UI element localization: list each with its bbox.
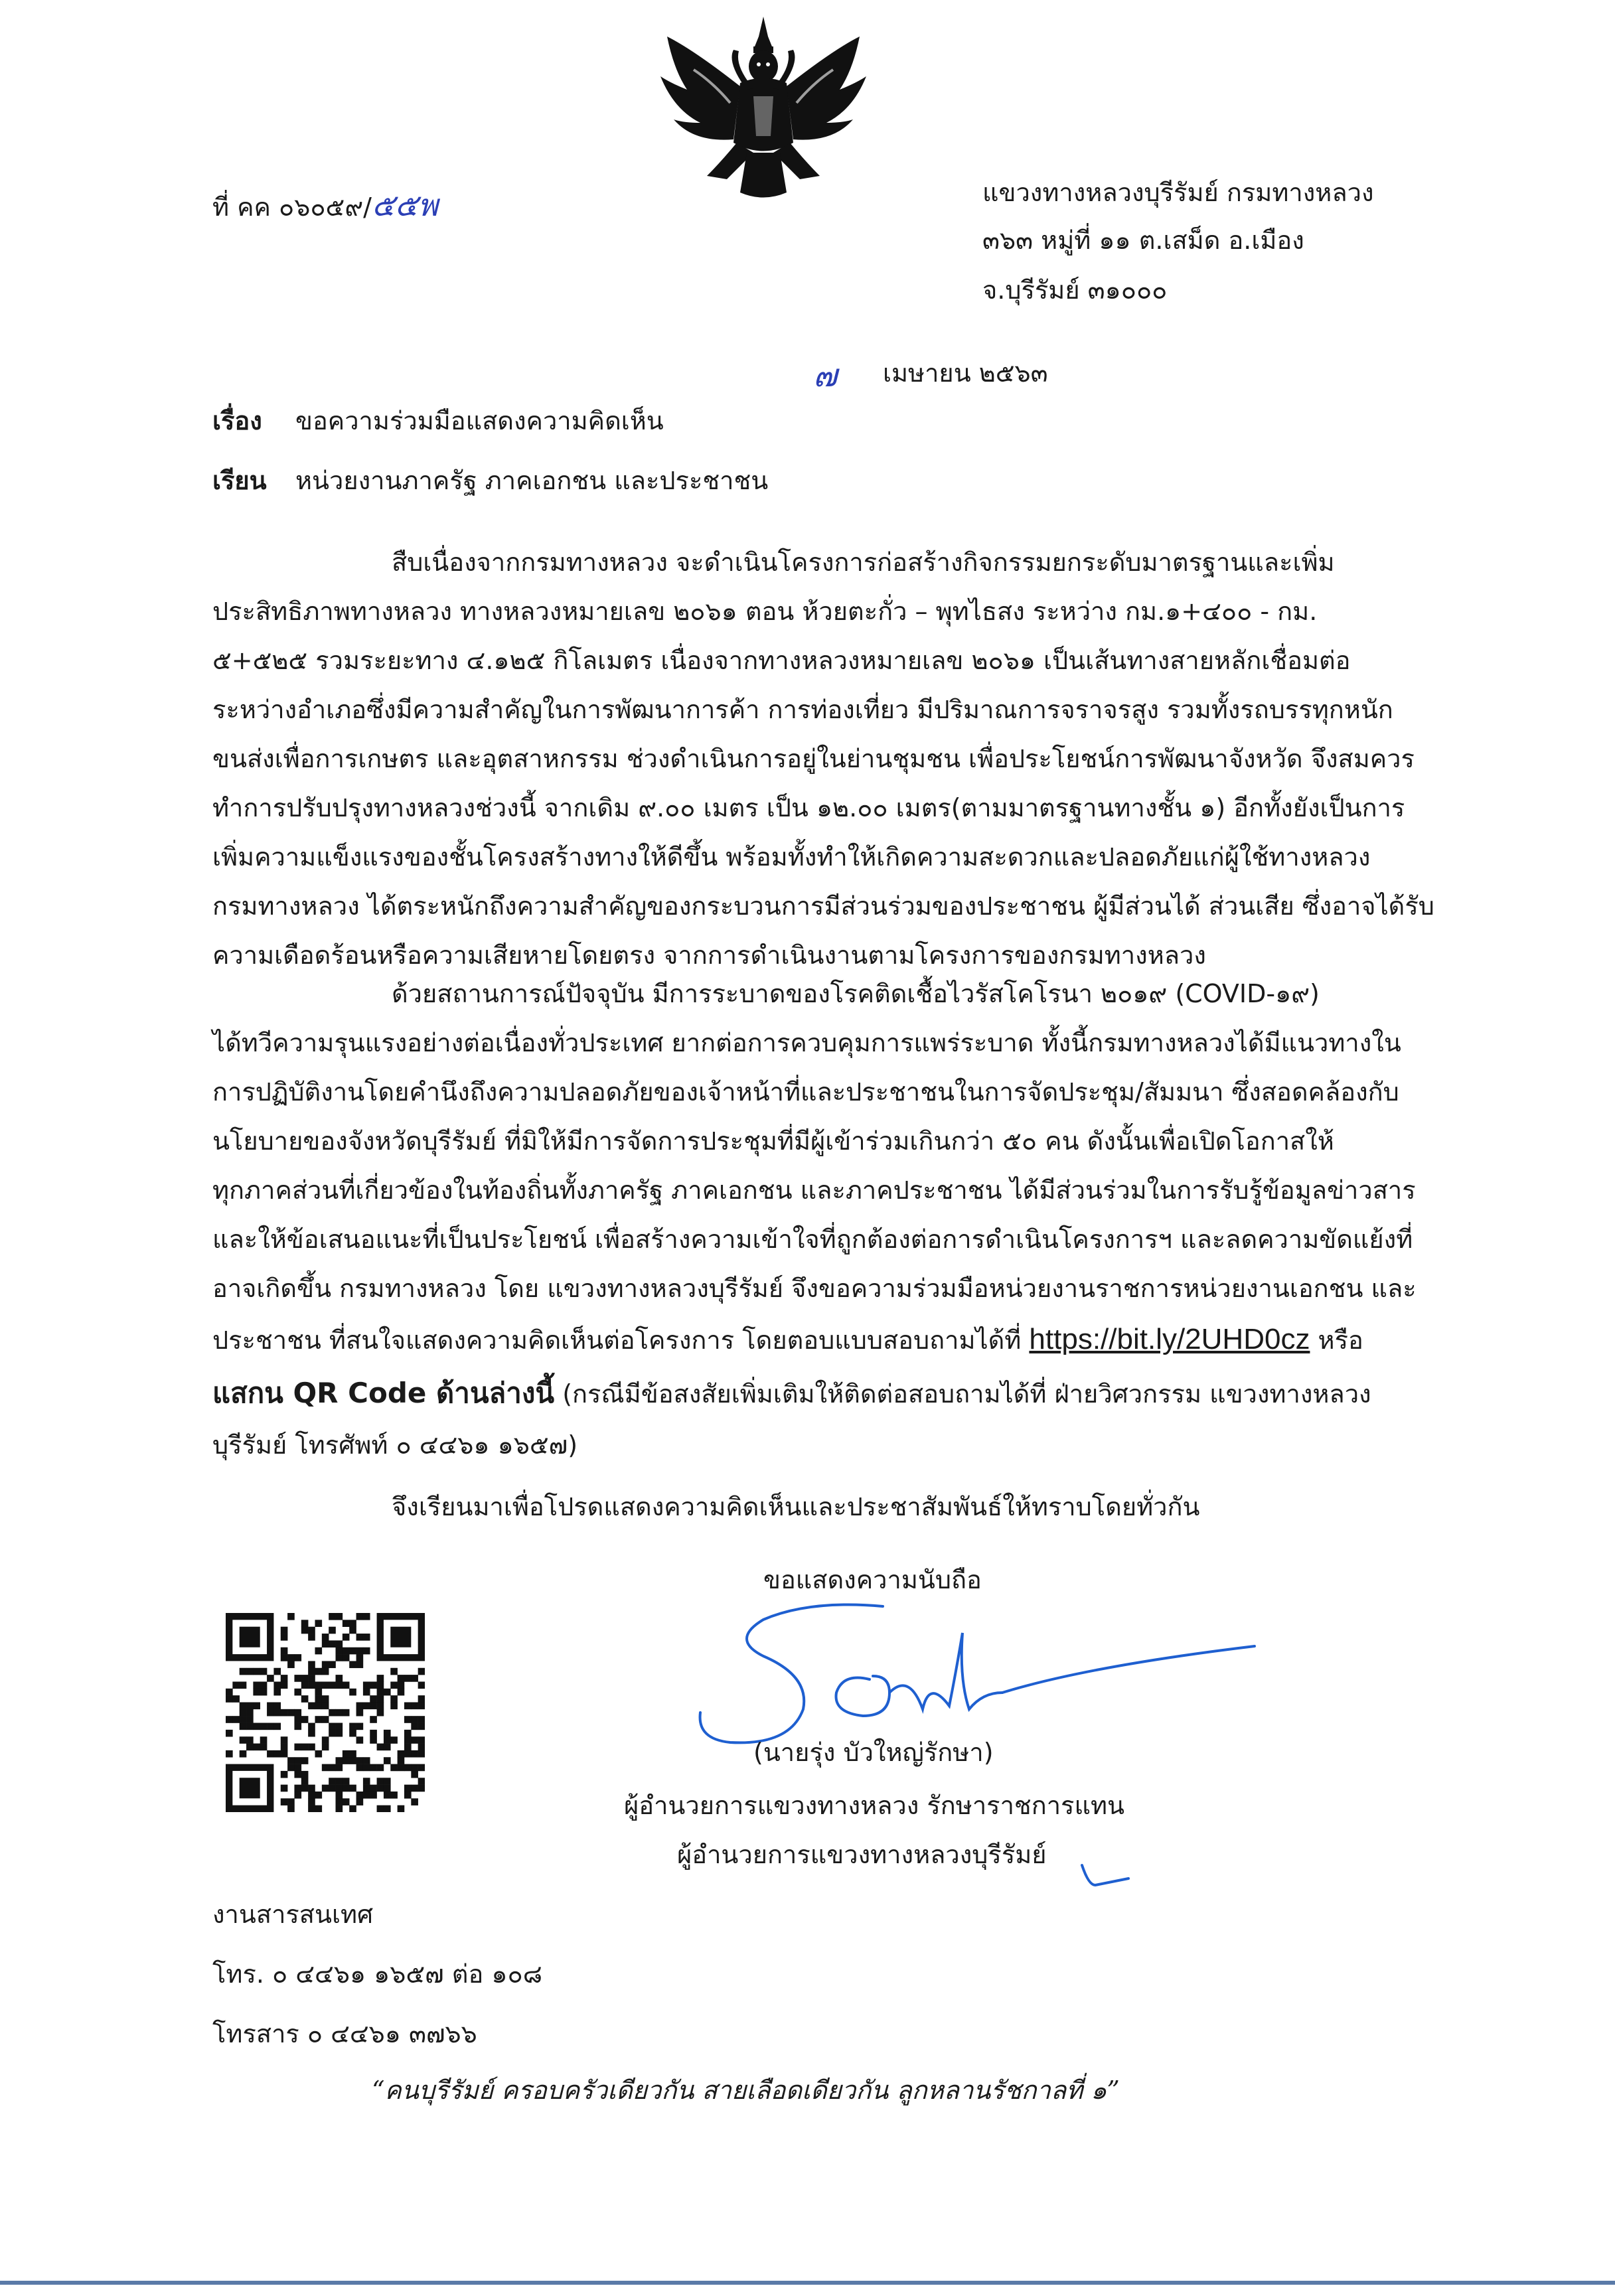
phone-number: โทร. ๐ ๔๔๖๑ ๑๖๕๗ ต่อ ๑๐๘ <box>212 1959 543 1989</box>
recipient-text: หน่วยงานภาครัฐ ภาคเอกชน และประชาชน <box>295 466 769 495</box>
sender-address-line-3: จ.บุรีรัมย์ ๓๑๐๐๐ <box>982 275 1168 305</box>
salutation: ขอแสดงความนับถือ <box>763 1565 982 1594</box>
paragraph-2-line: ได้ทวีความรุนแรงอย่างต่อเนื่องทั่วประเทศ ยากต่อการควบคุมการแพร่ระบาด ทั้งนี้กรมทางหลวงได้มีแนวทางใน <box>212 1028 1401 1057</box>
qr-code[interactable] <box>226 1613 425 1812</box>
signer-title-2: ผู้อำนวยการแขวงทางหลวงบุรีรัมย์ <box>677 1840 1047 1869</box>
signer-title-1: ผู้อำนวยการแขวงทางหลวง รักษาราชการแทน <box>624 1791 1124 1820</box>
reference-number <box>212 187 438 224</box>
paragraph-1-line: ๕+๕๒๕ รวมระยะทาง ๔.๑๒๕ กิโลเมตร เนื่องจากทางหลวงหมายเลข ๒๐๖๑ เป็นเส้นทางสายหลักเชื่อมต่อ <box>212 646 1351 675</box>
body-paragraph-2 <box>212 969 1447 1470</box>
initial-mark <box>1075 1859 1135 1892</box>
footer-motto: “คนบุรีรัมย์ ครอบครัวเดียวกัน สายเลือดเดียวกัน ลูกหลานรัชกาลที่ ๑” <box>372 2076 1120 2105</box>
paragraph-1-line: กรมทางหลวง ได้ตระหนักถึงความสำคัญของกระบวนการมีส่วนร่วมของประชาชน ผู้มีส่วนได้ ส่วนเสีย ซึ่งอาจได้รับ <box>212 891 1434 921</box>
paragraph-2-line: นโยบายของจังหวัดบุรีรัมย์ ที่มิให้มีการจัดการประชุมที่มีผู้เข้าร่วมเกินกว่า ๕๐ คน ดังนั้นเพื่อเปิดโอกาสให้ <box>212 1126 1334 1156</box>
fax-number: โทรสาร ๐ ๔๔๖๑ ๓๗๖๖ <box>212 2019 477 2048</box>
contact-note: (กรณีมีข้อสงสัยเพิ่มเติมให้ติดต่อสอบถามได้ที่ ฝ่ายวิศวกรรม แขวงทางหลวง <box>554 1379 1371 1409</box>
reference-prefix: ที่ คค ๐๖๐๕๙/ <box>212 192 372 222</box>
garuda-emblem <box>654 10 873 209</box>
paragraph-2-line: และให้ข้อเสนอแนะที่เป็นประโยชน์ เพื่อสร้างความเข้าใจที่ถูกต้องต่อการดำเนินโครงการฯ และลดความขัดแย้งที่ <box>212 1225 1413 1254</box>
sender-address-line-1: แขวงทางหลวงบุรีรัมย์ กรมทางหลวง <box>982 178 1374 207</box>
paragraph-1-line: ขนส่งเพื่อการเกษตร และอุตสาหกรรม ช่วงดำเนินการอยู่ในย่านชุมชน เพื่อประโยชน์การพัฒนาจังหวัด จึงสมควร <box>212 744 1415 773</box>
closing-line: จึงเรียนมาเพื่อโปรดแสดงความคิดเห็นและประชาสัมพันธ์ให้ทราบโดยทั่วกัน <box>392 1492 1200 1521</box>
survey-link-suffix: หรือ <box>1310 1326 1363 1355</box>
subject-label: เรื่อง <box>212 406 262 435</box>
paragraph-2-line: ด้วยสถานการณ์ปัจจุบัน มีการระบาดของโรคติดเชื้อไวรัสโคโรนา ๒๐๑๙ (COVID-๑๙) <box>392 979 1320 1008</box>
paragraph-2-line: บุรีรัมย์ โทรศัพท์ ๐ ๔๔๖๑ ๑๖๕๗) <box>212 1430 578 1460</box>
scan-qr-instruction: แสกน QR Code ด้านล่างนี้ <box>212 1377 555 1409</box>
body-paragraph-1 <box>212 538 1447 980</box>
paragraph-2-line-qr <box>212 1367 1447 1420</box>
paragraph-2-line: ทุกภาคส่วนที่เกี่ยวข้องในท้องถิ่นทั้งภาครัฐ ภาคเอกชน และภาคประชาชน ได้มีส่วนร่วมในการรับรู้ข้อมูลข่าวสาร <box>212 1176 1416 1205</box>
paragraph-1-line: ความเดือดร้อนหรือความเสียหายโดยตรง จากการดำเนินงานตามโครงการของกรมทางหลวง <box>212 941 1206 970</box>
department-name: งานสารสนเทศ <box>212 1900 374 1929</box>
survey-intro-text: ประชาชน ที่สนใจแสดงความคิดเห็นต่อโครงการ โดยตอบแบบสอบถามได้ที่ <box>212 1326 1030 1355</box>
recipient-label: เรียน <box>212 466 267 495</box>
subject-text: ขอความร่วมมือแสดงความคิดเห็น <box>295 406 664 435</box>
page-bottom-border <box>0 2281 1615 2285</box>
paragraph-2-line: การปฏิบัติงานโดยคำนึงถึงความปลอดภัยของเจ้าหน้าที่และประชาชนในการจัดประชุม/สัมมนา ซึ่งสอดคล้องกับ <box>212 1077 1399 1107</box>
paragraph-1-line: ทำการปรับปรุงทางหลวงช่วงนี้ จากเดิม ๙.๐๐ เมตร เป็น ๑๒.๐๐ เมตร(ตามมาตรฐานทางชั้น ๑) อีกทั้งยังเป็นการ <box>212 793 1405 822</box>
date-month-year: เมษายน ๒๕๖๓ <box>883 358 1048 388</box>
signer-name: (นายรุ่ง บัวใหญ่รักษา) <box>753 1738 994 1767</box>
paragraph-2-line: อาจเกิดขึ้น กรมทางหลวง โดย แขวงทางหลวงบุรีรัมย์ จึงขอความร่วมมือหน่วยงานราชการหน่วยงานเอกชน และ <box>212 1274 1417 1303</box>
paragraph-2-line-link <box>212 1313 1447 1367</box>
paragraph-1-line: ระหว่างอำเภอซึ่งมีความสำคัญในการพัฒนาการค้า การท่องเที่ยว มีปริมาณการจราจรสูง รวมทั้งรถบรรทุกหนัก <box>212 695 1393 724</box>
sender-address-line-2: ๓๖๓ หมู่ที่ ๑๑ ต.เสม็ด อ.เมือง <box>982 226 1304 255</box>
date-day-handwritten: ๗ <box>813 357 838 394</box>
reference-handwritten: ๕๕พ <box>371 187 438 223</box>
paragraph-1-line: สืบเนื่องจากกรมทางหลวง จะดำเนินโครงการก่อสร้างกิจกรรมยกระดับมาตรฐานและเพิ่ม <box>392 548 1335 577</box>
survey-link[interactable]: https://bit.ly/2UHD0cz <box>1029 1323 1310 1355</box>
paragraph-1-line: เพิ่มความแข็งแรงของชั้นโครงสร้างทางให้ดีขึ้น พร้อมทั้งทำให้เกิดความสะดวกและปลอดภัยแก่ผู้ใช้ทางหลวง <box>212 842 1371 872</box>
paragraph-1-line: ประสิทธิภาพทางหลวง ทางหลวงหมายเลข ๒๐๖๑ ตอน ห้วยตะกั่ว – พุทไธสง ระหว่าง กม.๑+๔๐๐ - กม. <box>212 597 1318 626</box>
